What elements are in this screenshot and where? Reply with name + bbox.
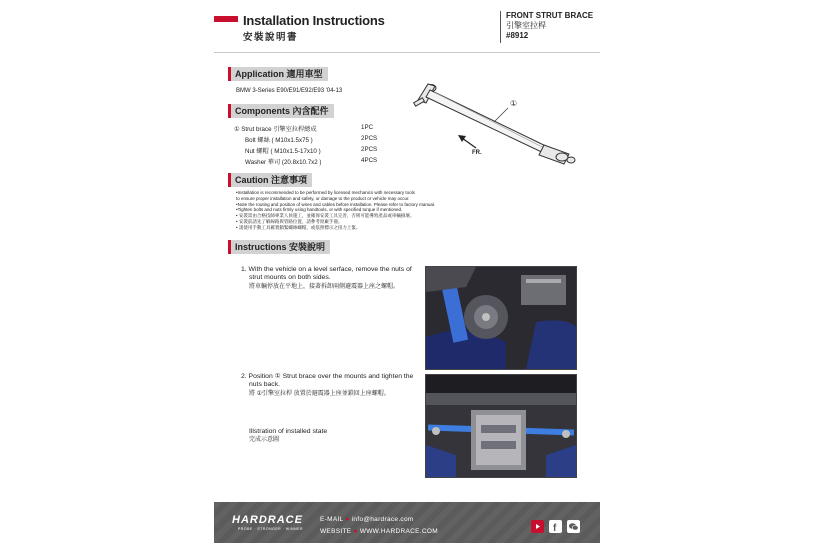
hardrace-logo [232,512,307,534]
bullet-icon: ● [353,528,358,535]
step-2-line: nuts back. [249,381,280,389]
email-line [320,516,414,523]
callout-leader [494,108,508,122]
bullet-icon: ● [345,516,350,523]
logo-tagline: PROBE · STRONGER · WINNER [238,527,304,531]
component-label: ① Strut brace 引擎室拉桿總成 [234,126,317,133]
front-direction-arrow [458,135,476,148]
step-2-line: 2. Position ① Strut brace over the mounts and tighten the [241,373,414,380]
page-title: Installation Instructions [243,13,385,28]
footer [214,502,600,543]
component-label: Bolt 螺絲 ( M10x1.5x75 ) [245,137,313,144]
caution-line: • 安裝需由合格技師專業人員施工，並確保安裝工具完善，否則可能導致產品或車輛損壞。 [236,213,415,219]
components-heading: Components 內含配件 [228,104,334,118]
email-link[interactable]: info@hardrace.com [351,516,414,523]
component-qty: 2PCS [361,146,378,153]
step-1-line-cn: 將車輛停放在平地上，接著拆卸兩側避震器上座之螺帽。 [249,283,400,290]
section-accent [228,104,231,118]
section-accent [228,173,231,187]
caution-line: •Tighten bolts and nuts firmly using handtools, or with specified torque if mentioned. [236,207,403,213]
section-accent [228,240,231,254]
front-direction-label: FR. [472,150,482,156]
website-line [320,528,438,535]
website-label: WEBSITE [320,528,352,535]
header-divider [214,52,600,53]
step-1-line: strut mounts on both sides. [249,274,331,282]
strut-mount-photo [425,266,577,370]
step-1-line: 1. With the vehicle on a level serface, remove the nuts of [241,266,412,273]
strut-mount-photo-drawing [426,267,576,369]
product-info [500,11,600,43]
svg-text:f: f [553,523,557,533]
component-label: Washer 華司 (20.8x10.7x2 ) [245,159,322,166]
component-label: Nut 螺帽 ( M10x1.5-17x10 ) [245,148,321,155]
illustration-caption [249,428,327,445]
step-2-line-cn: 將 ①引擎室拉桿 放置於避震器上座並鎖回上座螺帽。 [249,390,390,397]
facebook-icon[interactable] [549,520,562,533]
caution-line: • 安裝前請先了解線路與管路位置，請參考原廠手冊。 [236,218,343,224]
component-qty: 1PC [361,124,374,131]
logo-wordmark: HARDRACE [232,514,303,526]
vehicle-fitment: BMW 3-Series E90/E91/E92/E93 '04-13 [236,88,343,94]
wechat-icon[interactable] [567,520,580,533]
illustration-caption-cn: 完成示意圖 [249,437,280,444]
product-name-cn: 引擎室拉桿 [506,21,546,30]
website-link[interactable]: WWW.HARDRACE.COM [359,528,438,535]
instruction-sheet [214,0,600,543]
product-name: FRONT STRUT BRACE [506,11,594,20]
caution-list [236,190,486,231]
strut-brace-diagram [404,70,600,180]
installed-state-photo-drawing [426,375,576,477]
illustration-caption-en: Illstration of installed state [249,428,328,435]
strut-brace-drawing [414,84,575,164]
youtube-icon[interactable] [531,520,544,533]
email-label: E-MAIL [320,516,344,523]
page-subtitle: 安裝說明書 [243,32,299,43]
callout-number: ① [510,99,518,108]
application-heading: Application 適用車型 [228,67,328,81]
step-1 [241,266,412,291]
step-2 [241,373,413,398]
caution-line: to ensure proper installation and safety, or damage to the product or vehicle may occur. [236,195,410,201]
caution-line: •Note the routing and position of wires and cables before installation. Please refer to factory manual. [236,201,436,207]
header-accent-bar [214,16,238,22]
caution-line: •Installation is recommended to be performed by licensed mechanics with necessary tools [236,190,415,195]
part-number: #8912 [506,31,529,40]
caution-line: • 請使用手動工具確實鎖緊螺絲螺帽，或依照標示之扭力上緊。 [236,224,361,230]
installed-state-photo [425,374,577,478]
section-accent [228,67,231,81]
component-qty: 2PCS [361,135,378,142]
component-qty: 4PCS [361,157,378,164]
instructions-heading: Instructions 安裝說明 [228,240,330,254]
caution-heading: Caution 注意事項 [228,173,312,187]
